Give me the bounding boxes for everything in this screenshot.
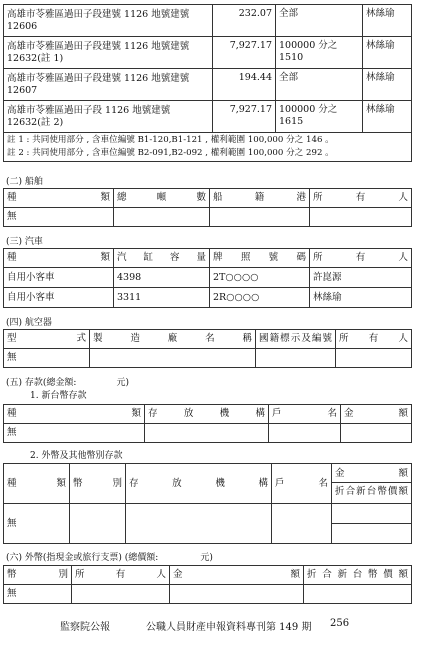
table-row xyxy=(4,69,412,101)
table-row xyxy=(4,585,412,604)
cash-table xyxy=(3,565,412,604)
empty-cell: 無 xyxy=(4,504,70,544)
table-header-row xyxy=(4,464,412,504)
section-title-aircraft: (四) 航空器 xyxy=(6,318,52,328)
section-title-deposits xyxy=(6,375,129,388)
footer-publisher: 監察院公報 xyxy=(60,622,110,633)
ships-table xyxy=(3,188,412,227)
section-title-cars: (三) 汽車 xyxy=(6,237,43,247)
table-row xyxy=(4,504,412,544)
subsection-title-fx: 2. 外幣及其他幣別存款 xyxy=(30,451,123,461)
building-area: 194.44 xyxy=(213,69,276,101)
table-row xyxy=(4,208,412,227)
building-location: 高雄市苓雅區過田子段建號 1126 地號建號 12607 xyxy=(4,69,213,101)
col-header: 戶名 xyxy=(272,464,332,504)
cash-title-unit: 元) xyxy=(200,553,213,563)
empty-cell: 無 xyxy=(4,208,114,227)
col-header: 存放機構 xyxy=(145,405,269,424)
car-owner: 林絲瑜 xyxy=(310,288,412,308)
aircraft-table xyxy=(3,329,412,368)
col-header: 型式 xyxy=(4,330,90,349)
section-title-cash xyxy=(6,550,213,563)
empty-cell: 無 xyxy=(4,349,90,368)
table-header-row xyxy=(4,330,412,349)
col-header: 所有人 xyxy=(310,189,412,208)
building-scope: 全部 xyxy=(276,69,363,101)
building-location: 高雄市苓雅區過田子段建號 1126 地號建號 12606 xyxy=(4,5,213,37)
col-header: 折合新台幣價額 xyxy=(304,566,412,585)
col-header: 種類 xyxy=(4,405,145,424)
table-header-row xyxy=(4,249,412,268)
note-2: 註 2 : 共同使用部分 , 含車位編號 B2-091,B2-092 , 權利範圍 100,000 分之 292 。 xyxy=(7,148,334,158)
col-header-amount: 金額 xyxy=(335,468,408,479)
col-header: 所有人 xyxy=(72,566,170,585)
car-type: 自用小客車 xyxy=(4,288,114,308)
table-row xyxy=(4,349,412,368)
car-type: 自用小客車 xyxy=(4,268,114,288)
fx-deposits-table xyxy=(3,463,412,544)
section-title-ships: (二) 船舶 xyxy=(6,177,43,187)
building-area: 7,927.17 xyxy=(213,37,276,69)
table-row xyxy=(4,268,412,288)
deposits-title: (五) 存款(總金額: xyxy=(6,378,77,388)
col-header: 存放機構 xyxy=(126,464,272,504)
building-scope: 全部 xyxy=(276,5,363,37)
note-1: 註 1 : 共同使用部分 , 含車位編號 B1-120,B1-121 , 權利範圍 100,000 分之 146 。 xyxy=(7,135,334,145)
building-area: 7,927.17 xyxy=(213,101,276,133)
col-header: 牌照號碼 xyxy=(210,249,310,268)
table-row xyxy=(4,288,412,308)
notes-cell xyxy=(4,133,412,162)
col-header: 國籍標示及編號 xyxy=(256,330,336,349)
empty-cell: 無 xyxy=(4,424,145,443)
amount-header-cell xyxy=(332,464,412,504)
col-header: 總噸數 xyxy=(114,189,210,208)
col-header: 汽缸容量 xyxy=(114,249,210,268)
building-owner: 林絲瑜 xyxy=(363,37,412,69)
table-header-row xyxy=(4,566,412,585)
building-owner: 林絲瑜 xyxy=(363,69,412,101)
col-header: 戶名 xyxy=(269,405,341,424)
col-header: 幣別 xyxy=(4,566,72,585)
col-header: 製造廠名稱 xyxy=(90,330,256,349)
table-row xyxy=(4,101,412,133)
building-scope: 100000 分之 1510 xyxy=(276,37,363,69)
car-plate: 2R○○○○ xyxy=(210,288,310,308)
col-header: 種類 xyxy=(4,249,114,268)
car-cc: 3311 xyxy=(114,288,210,308)
building-location: 高雄市苓雅區過田子段建號 1126 地號建號 12632(註 1) xyxy=(4,37,213,69)
footer-page-number: 256 xyxy=(330,618,350,629)
col-header: 金額 xyxy=(170,566,304,585)
col-header: 所有人 xyxy=(336,330,412,349)
cars-table xyxy=(3,248,412,308)
ntd-deposits-table xyxy=(3,404,412,443)
table-row xyxy=(4,424,412,443)
deposits-title-unit: 元) xyxy=(116,378,129,388)
col-header-ntd: 折合新台幣價額 xyxy=(335,486,408,497)
col-header: 種類 xyxy=(4,464,70,504)
building-owner: 林絲瑜 xyxy=(363,5,412,37)
building-owner: 林絲瑜 xyxy=(363,101,412,133)
car-owner: 許崑源 xyxy=(310,268,412,288)
footer-issue: 公職人員財產申報資料專刊第 149 期 xyxy=(146,622,312,633)
table-header-row xyxy=(4,189,412,208)
car-cc: 4398 xyxy=(114,268,210,288)
col-header: 金額 xyxy=(341,405,412,424)
table-row xyxy=(4,5,412,37)
car-plate: 2T○○○○ xyxy=(210,268,310,288)
building-area: 232.07 xyxy=(213,5,276,37)
col-header: 船籍港 xyxy=(210,189,310,208)
col-header: 所有人 xyxy=(310,249,412,268)
table-header-row xyxy=(4,405,412,424)
col-header: 種類 xyxy=(4,189,114,208)
building-scope: 100000 分之 1615 xyxy=(276,101,363,133)
table-row xyxy=(4,37,412,69)
col-header: 幣別 xyxy=(70,464,126,504)
building-location: 高雄市苓雅區過田子段 1126 地號建號 12632(註 2) xyxy=(4,101,213,133)
empty-cell: 無 xyxy=(4,585,72,604)
cash-title: (六) 外幣(指現金或旅行支票) (總價額: xyxy=(6,553,159,563)
subsection-title-ntd: 1. 新台幣存款 xyxy=(30,391,87,401)
notes-row xyxy=(4,133,412,162)
buildings-table xyxy=(3,4,412,162)
